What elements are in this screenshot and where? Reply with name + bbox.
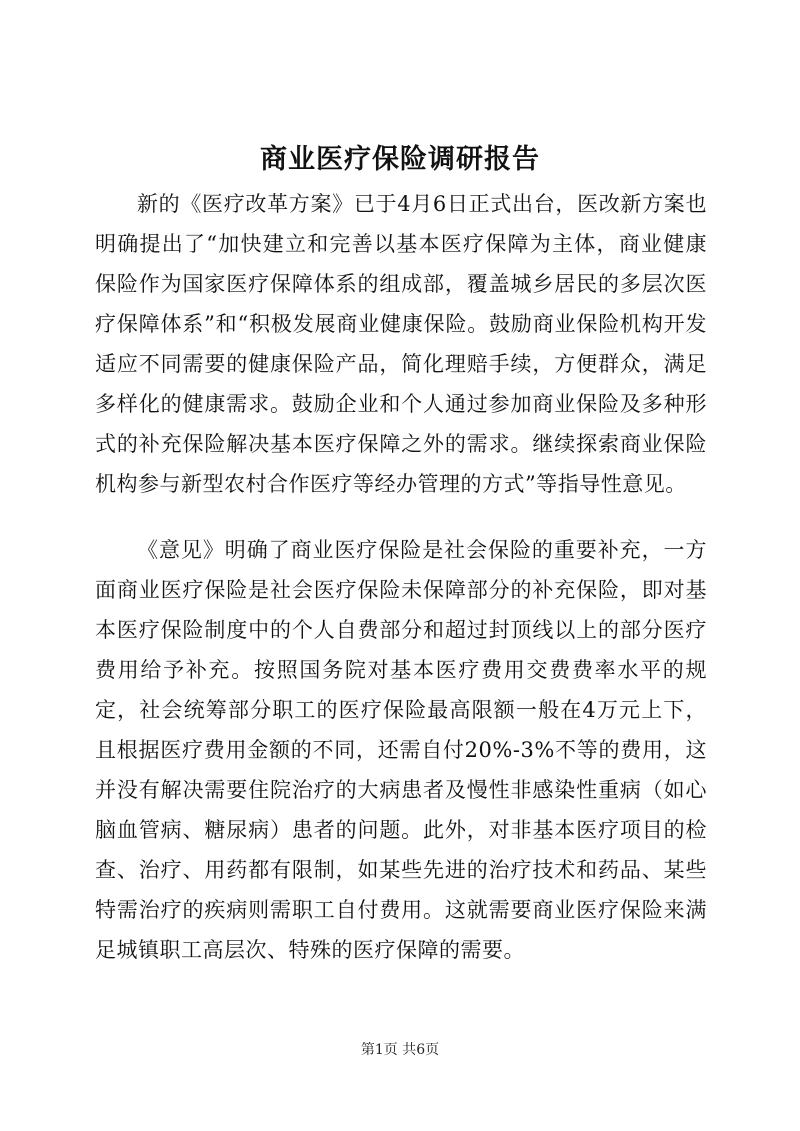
- document-title: 商业医疗保险调研报告: [260, 144, 540, 175]
- page-number-footer: 第1页 共6页: [360, 1042, 440, 1058]
- document-body: [95, 184, 707, 970]
- paragraph-1: 新的《医疗改革方案》已于4月6日正式出台，医改新方案也明确提出了“加快建立和完善以基本医疗保障为主体，商业健康保险作为国家医疗保障体系的组成部，覆盖城乡居民的多层次医疗保障体系”和“积极发展商业健康保险。鼓励商业保险机构开发适应不同需要的健康保险产品，简化理赔手续，方便群众，满足多样化的健康需求。鼓励企业和个人通过参加商业保险及多种形式的补充保险解决基本医疗保障之外的需求。继续探索商业保险机构参与新型农村合作医疗等经办管理的方式”等指导性意见。: [95, 192, 707, 496]
- paragraph-2: 《意见》明确了商业医疗保险是社会保险的重要补充，一方面商业医疗保险是社会医疗保险未保障部分的补充保险，即对基本医疗保险制度中的个人自费部分和超过封顶线以上的部分医疗费用给予补充。按照国务院对基本医疗费用交费费率水平的规定，社会统筹部分职工的医疗保险最高限额一般在4万元上下，且根据医疗费用金额的不同，还需自付20%-3%不等的费用，这并没有解决需要住院治疗的大病患者及慢性非感染性重病（如心脑血管病、糖尿病）患者的问题。此外，对非基本医疗项目的检查、治疗、用药都有限制，如某些先进的治疗技术和药品、某些特需治疗的疾病则需职工自付费用。这就需要商业医疗保险来满足城镇职工高层次、特殊的医疗保障的需要。: [95, 538, 707, 962]
